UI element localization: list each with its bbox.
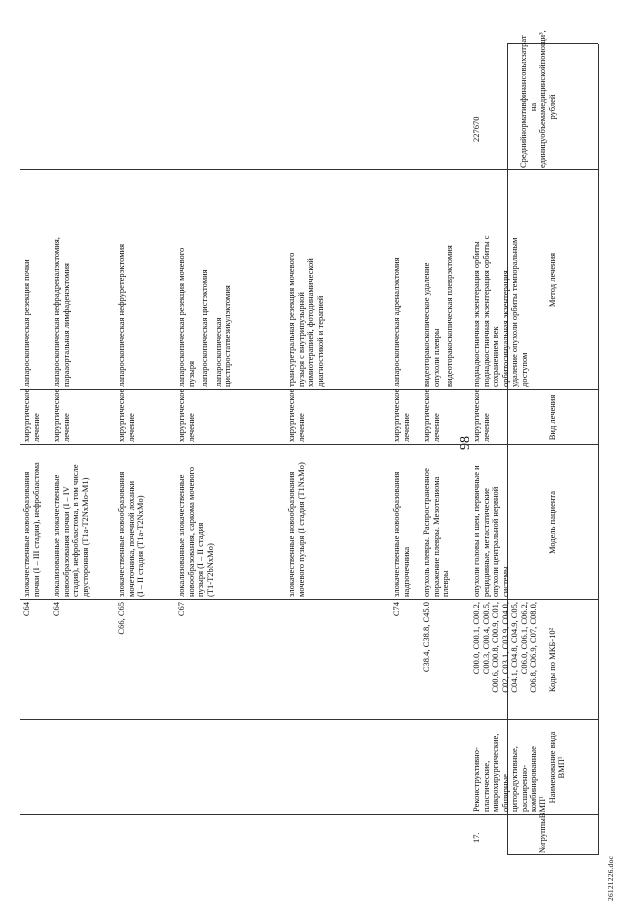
- treatment-method: [117, 172, 127, 387]
- text-line: злокачественные новообразования: [116, 471, 126, 597]
- text-line: обширные: [499, 774, 510, 812]
- column-rule: [20, 169, 598, 170]
- text-line: ВМП¹: [537, 796, 548, 819]
- text-line: парааортальная лимфаденэктомия: [60, 263, 71, 387]
- text-line: C00.6, C00.8, C00.9, C01,: [490, 602, 500, 693]
- text-line: двусторонняя (T1a-T2NxMo-M1): [79, 477, 90, 597]
- icd-codes: [472, 602, 539, 717]
- text-line: видеоторакоскопическое удаление: [421, 262, 431, 387]
- patient-model: [392, 447, 411, 597]
- text-line: мочевого пузыря (I стадия (T1NxMo): [295, 462, 306, 597]
- text-line: лечение: [400, 413, 411, 442]
- text-line: лапароскопическая: [212, 317, 223, 387]
- text-line: системы: [499, 566, 510, 597]
- vmp-type-name: [472, 722, 539, 812]
- text-line: злокачественные новообразования: [286, 471, 296, 597]
- header-cost: [518, 30, 557, 168]
- text-line: финансовых: [518, 57, 529, 103]
- text-line: сохранением век: [490, 326, 500, 387]
- text-line: цистпростатвезикулэктомия: [222, 285, 232, 387]
- text-line: Средний: [518, 136, 529, 168]
- patient-model: [52, 447, 90, 597]
- treatment-kind: [471, 388, 491, 442]
- text-line: плевры: [440, 570, 450, 597]
- patient-model: [472, 447, 510, 597]
- column-rule: [20, 599, 598, 600]
- text-line: C06.0, C06.1, C06.2,: [518, 602, 529, 675]
- text-line: поднадкостничная экзентерация орбиты: [471, 241, 481, 387]
- column-rule: [20, 719, 598, 720]
- text-line: хирургическое: [471, 388, 481, 442]
- treatment-kind: [21, 388, 41, 442]
- text-line: помощи³, рублей: [537, 30, 557, 120]
- text-line: C06.8, C06.9, C07, C08.0,: [528, 602, 538, 693]
- text-line: хирургическое: [21, 388, 31, 442]
- text-line: новообразования почки (I – IV: [60, 486, 71, 597]
- text-line: Метод лечения: [546, 252, 557, 308]
- header-name: [548, 722, 567, 813]
- text-line: лечение: [60, 413, 71, 442]
- treatment-method: [177, 172, 233, 387]
- text-line: пузыря с внутрипузырной: [295, 292, 306, 387]
- icd-codes: [392, 602, 402, 717]
- text-line: (T1-T2bNxMo): [204, 543, 215, 597]
- text-line: опухоль плевры. Распространенное: [421, 468, 431, 597]
- text-line: Реконструктивно-: [471, 747, 481, 812]
- text-line: злокачественные новообразования: [21, 471, 31, 597]
- text-line: расширенно-: [518, 764, 529, 812]
- treatment-method: [287, 172, 325, 387]
- text-line: хирургическое: [391, 388, 401, 442]
- text-line: Коды по МКБ-10²: [546, 627, 557, 693]
- text-line: злокачественные новообразования: [391, 471, 401, 597]
- treatment-kind: [51, 388, 71, 442]
- header-codes: [548, 602, 558, 718]
- header-kind: [548, 392, 558, 443]
- text-line: группы: [537, 818, 548, 845]
- text-line: C64: [21, 602, 31, 617]
- text-line: лапароскопическая нефруретерэктомия: [116, 243, 126, 387]
- header-num: [537, 796, 548, 853]
- text-line: пузыря (I – II стадия: [195, 522, 205, 597]
- treatment-method: [22, 172, 32, 387]
- text-line: C66, C65: [116, 602, 126, 635]
- text-line: опухоли центральной нервной: [490, 486, 500, 597]
- page-number: 98: [458, 436, 473, 450]
- text-line: комбинированные: [528, 746, 538, 812]
- text-line: C74: [391, 602, 401, 617]
- file-identifier: 26121226.doc: [606, 855, 615, 901]
- text-line: хирургическое: [421, 388, 431, 442]
- column-rule: [20, 814, 598, 815]
- header-method: [548, 172, 558, 388]
- text-line: хирургическое: [116, 388, 126, 442]
- text-line: орбитосинуальная экзентерация: [499, 270, 510, 387]
- text-line: поднадкостничная экзентерация орбиты с: [480, 235, 491, 387]
- text-line: хирургическое: [286, 388, 296, 442]
- text-line: лапароскопическая адреналэктомия: [391, 257, 401, 387]
- icd-codes: [422, 602, 432, 717]
- text-line: опухоли головы и шеи, первичные и: [471, 465, 481, 597]
- patient-model: [177, 447, 215, 597]
- text-line: мочеточника, почечной лоханки: [125, 480, 136, 597]
- treatment-kind: [421, 388, 441, 442]
- text-line: рецидивные, метастатические: [480, 488, 491, 597]
- text-line: лечение: [295, 413, 306, 442]
- treatment-kind: [116, 388, 136, 442]
- text-line: лапароскопическая нефрадреналэктомия,: [51, 237, 61, 387]
- header-model: [548, 447, 558, 598]
- average-cost-norm: 227670: [471, 116, 481, 142]
- text-line: хирургическое: [176, 388, 186, 442]
- text-line: лечение: [185, 413, 196, 442]
- text-line: Модель пациента: [546, 490, 557, 555]
- treatment-method: [422, 172, 455, 387]
- text-line: опухоли плевры: [430, 328, 441, 387]
- text-line: хирургическое: [51, 388, 61, 442]
- text-line: диагностикой и терапией: [314, 295, 325, 387]
- text-line: объема: [537, 112, 548, 138]
- text-line: лечение: [30, 413, 41, 442]
- text-line: медицинской: [537, 64, 548, 113]
- text-line: Вид лечения: [546, 394, 557, 441]
- treatment-method: [472, 172, 529, 387]
- text-line: пузыря: [185, 360, 196, 387]
- text-line: видеоторакоскопическая плеврэктомия: [444, 245, 454, 387]
- text-line: химиотерапией, фотодинамической: [305, 258, 315, 387]
- column-rule: [20, 389, 598, 390]
- text-line: лапароскопическая цистэктомия: [199, 269, 209, 387]
- icd-codes: [177, 602, 187, 717]
- treatment-kind: [176, 388, 196, 442]
- icd-codes: [117, 602, 127, 717]
- text-line: лечение: [480, 413, 491, 442]
- text-line: №: [537, 844, 548, 853]
- text-line: удаление опухоли орбиты темпоральным: [509, 237, 519, 387]
- text-line: новообразования, саркома мочевого: [185, 466, 196, 597]
- text-line: лапароскопическая резекция почки: [21, 259, 31, 387]
- treatment-method: [52, 172, 71, 387]
- text-line: C38.4, C38.8, C45.0: [421, 602, 431, 673]
- text-line: (I – II стадия (T1a-T2NxMo): [135, 495, 145, 597]
- text-line: доступом: [518, 352, 529, 387]
- text-line: лапароскопическая резекция мочевого: [176, 247, 186, 387]
- patient-model: [117, 447, 146, 597]
- text-line: C02, C03.1, C03.9, C04.0,: [499, 602, 510, 693]
- treatment-kind: [286, 388, 306, 442]
- text-line: локализованные злокачественные: [51, 474, 61, 597]
- column-rule: [20, 444, 598, 445]
- icd-codes: [22, 602, 32, 717]
- text-line: почки (I – III стадия), нефробластома: [30, 462, 41, 597]
- header-bottom-rule: [598, 44, 599, 855]
- treatment-method: [392, 172, 402, 387]
- text-line: лечение: [430, 413, 441, 442]
- text-line: C00.0, C00.1, C00.2,: [471, 602, 481, 675]
- group-number: 17.: [471, 832, 481, 843]
- patient-model: [287, 447, 306, 597]
- patient-model: [22, 447, 41, 597]
- text-line: трансуретральная резекция мочевого: [286, 252, 296, 387]
- text-line: C64: [51, 602, 61, 617]
- text-line: C67: [176, 602, 186, 617]
- text-line: стадия), нефробластома, в том числе: [70, 464, 80, 597]
- text-line: пластические,: [480, 760, 491, 812]
- text-line: микрохирургические,: [490, 733, 500, 812]
- treatment-kind: [391, 388, 411, 442]
- text-line: лечение: [125, 413, 136, 442]
- text-line: Наименование вида ВМП¹: [546, 731, 567, 804]
- text-line: затрат на единицу: [518, 35, 548, 168]
- text-line: надпочечника: [400, 546, 411, 597]
- text-line: C00.3, C00.4, C00.5,: [480, 602, 491, 675]
- column-edge-rule: [507, 854, 598, 855]
- text-line: норматив: [518, 102, 529, 137]
- patient-model: [422, 447, 451, 597]
- text-line: поражение плевры. Мезотелиома: [430, 476, 441, 597]
- icd-codes: [52, 602, 62, 717]
- text-line: циторедуктивные,: [509, 746, 519, 812]
- text-line: C04.1, C04.8, C04.9, C05,: [509, 602, 519, 693]
- text-line: локализованные злокачественные: [176, 474, 186, 597]
